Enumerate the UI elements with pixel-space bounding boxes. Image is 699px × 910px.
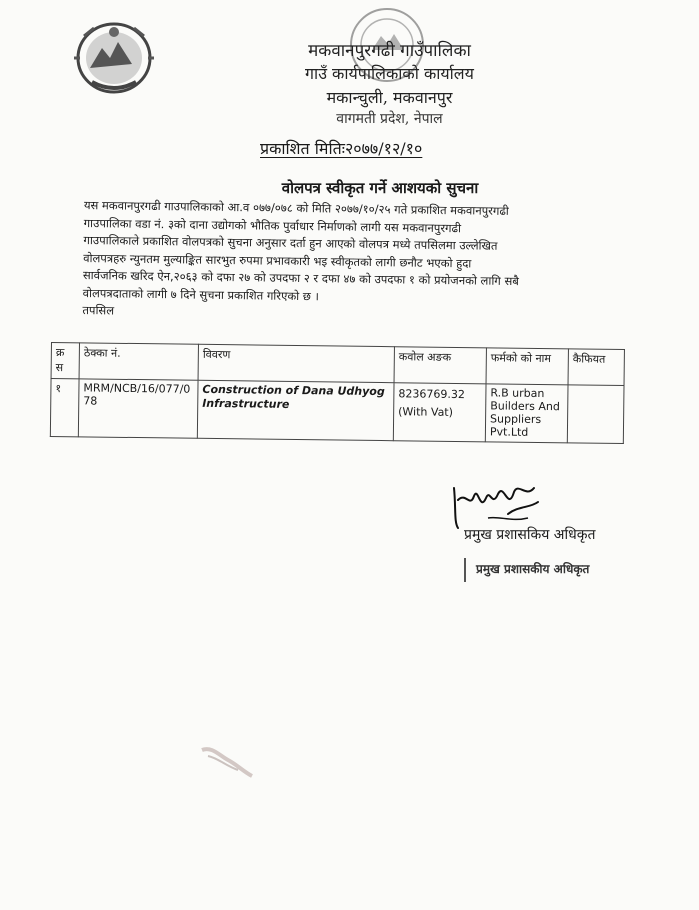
vat-note: (With Vat): [398, 405, 454, 419]
province-name: वागमती प्रदेश, नेपाल: [336, 111, 443, 127]
body-line: गाउपालिका वडा नं. ३को दाना उद्योगको भौतिक पुर्वाधार निर्माणको लागी यस मकवानपुरगढी: [83, 215, 462, 235]
body-line: सार्वजनिक खरिद ऐन,२०६३ को दफा २७ को उपदफा २ र दफा ४७ को उपदफा १ को प्रयोजनको लागि सबै: [82, 267, 519, 289]
municipality-name: मकवानपुरगढी गाउँपालिका: [308, 41, 471, 61]
signatory-title: प्रमुख प्रशासकिय अधिकृत: [464, 527, 596, 543]
body-line-tapsil: तपसिल: [82, 302, 115, 318]
table-row: [50, 379, 624, 444]
body-line: वोलपत्रदाताको लागी ७ दिने सुचना प्रकाशित गरिएको छ ।: [82, 285, 320, 303]
body-line: गाउपालिकाले प्रकाशित वोलपत्रको सुचना अनुसार दर्ता हुन आएको वोलपत्र मध्ये तपसिलमा उल्लेखित: [83, 232, 498, 253]
header-firm-name: फर्मको को नाम: [486, 348, 568, 385]
header-sn: क्र स: [51, 343, 79, 379]
cell-firm-name: R.B urban Builders And Suppliers Pvt.Ltd: [485, 384, 568, 443]
notice-title: वोलपत्र स्वीकृत गर्ने आशयको सुचना: [281, 179, 479, 197]
cell-description: Construction of Dana Udhyog Infrastructure: [197, 380, 394, 440]
contract-no-text: MRM/NCB/16/077/078: [83, 381, 191, 408]
scan-smudge: [198, 742, 258, 782]
body-line: वोलपत्रहरु न्युनतम मुल्याङ्कित सारभुत रुपमा प्रभावकारी भइ स्वीकृतको लागी छनौट भएको हुदा: [83, 250, 472, 270]
header-remarks: कैफियत: [568, 349, 624, 386]
header-contract-no: ठेक्का नं.: [79, 343, 198, 380]
cell-bid-amount: [393, 383, 486, 442]
bid-amount-value: 8236769.32: [398, 387, 465, 402]
body-line: यस मकवानपुरगढी गाउपालिकाको आ.व ०७७/०७८ को मिति २०७७/१०/२५ गते प्रकाशित मकवानपुरगढी: [83, 197, 509, 218]
published-date: प्रकाशित मितिः२०७७/१२/१०: [260, 139, 423, 158]
header-bid-amount: कवोल अङक: [394, 347, 486, 384]
notice-body: [82, 197, 664, 328]
bid-table: [50, 342, 625, 444]
office-name: गाउँ कार्यपालिकाको कार्यालय: [305, 64, 474, 83]
cell-sn: १: [50, 379, 79, 437]
signatory-stamp: प्रमुख प्रशासकीय अधिकृत: [464, 558, 604, 582]
cell-remarks: [567, 385, 624, 444]
cell-contract-no: [78, 379, 198, 438]
header-description: विवरण: [198, 344, 394, 382]
office-location: मकान्चुली, मकवानपुर: [326, 88, 453, 107]
